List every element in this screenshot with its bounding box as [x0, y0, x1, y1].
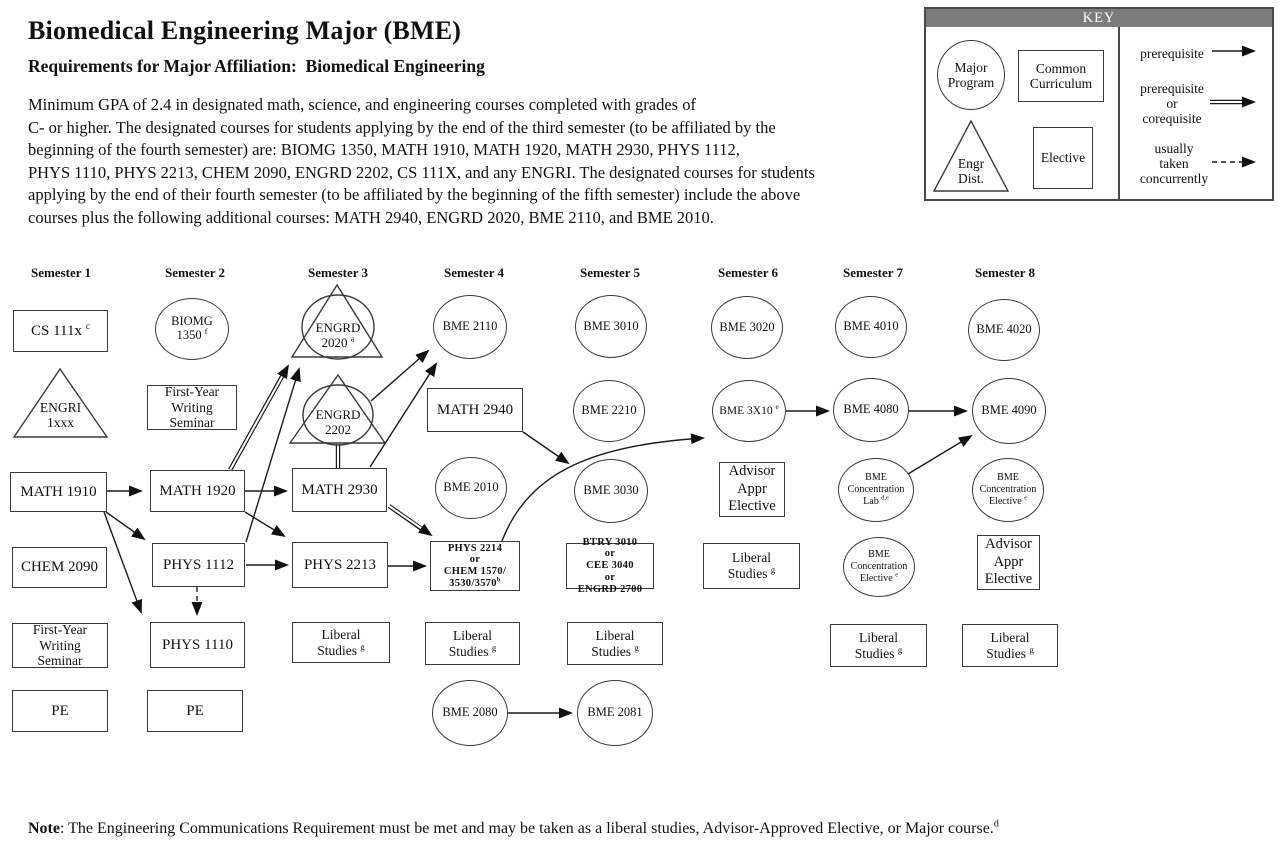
key-major-program-circle: Major Program: [937, 40, 1005, 110]
node-math-2940: MATH 2940: [427, 388, 523, 432]
node-chem-2090: CHEM 2090: [12, 547, 107, 588]
node-engrd-2202: ENGRD 2202: [288, 373, 388, 449]
node-bme-concentration-elective-7: BME Concentration Elective $^e$: [843, 537, 915, 597]
arrow-math2940-bme3030: [523, 432, 568, 463]
intro-paragraph: Minimum GPA of 2.4 in designated math, science, and engineering courses completed with grades of C- or higher. The designated courses for students applying by the end of the third semester (to be affiliated by the beginning of the fourth semester) are: BIOMG 1350, MATH 1910, MATH 1920, MATH 2930, PHYS 1112, PHYS 1110, PHYS 2213, CHEM 2090, ENGRD 2202, CS 111X, and any ENGRI. The designated courses for students applying by the end of their fourth semester (to be affiliated by the beginning of the fifth semester) include the above courses plus the following additional courses: MATH 2940, ENGRD 2020, BME 2110, and BME 2010.: [28, 95, 815, 227]
node-bme-2210: BME 2210: [573, 380, 645, 442]
arrow-bmeconlab-bme4090: [908, 436, 971, 474]
node-bme-concentration-elective-8: BME Concentration Elective $^e$: [972, 458, 1044, 522]
node-advisor-approved-elective-6: Advisor Appr Elective: [719, 462, 785, 517]
semester-7-header: Semester 7: [842, 265, 904, 280]
node-engri-1xxx: ENGRI 1xxx: [13, 368, 108, 438]
key-title: KEY: [926, 9, 1272, 27]
node-bme-3020: BME 3020: [711, 296, 783, 359]
node-bme-4010: BME 4010: [835, 296, 907, 358]
node-cs-111x: CS 111x $^c$: [13, 310, 108, 352]
semester-5-header: Semester 5: [579, 265, 641, 280]
key-label-usually-concurrent: usually taken concurrently: [1139, 141, 1209, 187]
node-advisor-approved-elective-8: Advisor Appr Elective: [977, 535, 1040, 590]
node-math-1920: MATH 1920: [150, 470, 245, 512]
node-phys-1110: PHYS 1110: [150, 622, 245, 668]
node-bme-2080: BME 2080: [432, 680, 508, 746]
node-bme-4020: BME 4020: [968, 299, 1040, 361]
semester-6-header: Semester 6: [717, 265, 779, 280]
arrow-math2930-phys2214-coreq: [389, 506, 431, 535]
node-biomg-1350: BIOMG 1350 $^f$: [155, 298, 229, 360]
node-phys-2213: PHYS 2213: [292, 542, 388, 588]
semester-4-header: Semester 4: [443, 265, 505, 280]
node-bme-4080: BME 4080: [833, 378, 909, 442]
node-liberal-studies-3: Liberal Studies $^g$: [292, 622, 390, 663]
node-bme-2010: BME 2010: [435, 457, 507, 519]
node-bme-3010: BME 3010: [575, 295, 647, 358]
node-liberal-studies-6: Liberal Studies $^g$: [703, 543, 800, 589]
node-phys-2214-or-chem: PHYS 2214 or CHEM 1570/ 3530/3570$^b$: [430, 541, 520, 591]
node-first-year-writing-seminar-2: First-Year Writing Seminar: [147, 385, 237, 430]
semester-8-header: Semester 8: [974, 265, 1036, 280]
page-title: Biomedical Engineering Major (BME): [28, 16, 462, 45]
node-liberal-studies-8: Liberal Studies $^g$: [962, 624, 1058, 667]
footnote: Note: The Engineering Communications Requirement must be met and may be taken as a liberal studies, Advisor-Approved Elective, or Major course.$^d$: [28, 818, 999, 837]
semester-2-header: Semester 2: [164, 265, 226, 280]
node-pe-2: PE: [147, 690, 243, 732]
semester-3-header: Semester 3: [307, 265, 369, 280]
footnote-label: Note: [28, 820, 60, 837]
arrow-math1910-phys1110: [104, 512, 141, 612]
key-elective-rect: Elective: [1033, 127, 1093, 189]
node-bme-2110: BME 2110: [433, 295, 507, 359]
node-bme-2081: BME 2081: [577, 680, 653, 746]
node-liberal-studies-4: Liberal Studies $^g$: [425, 622, 520, 665]
node-math-1910: MATH 1910: [10, 472, 107, 512]
node-engrd-2020: ENGRD 2020 $^a$: [288, 283, 388, 363]
arrow-math1920-engrd2020-coreq: [230, 366, 288, 470]
node-math-2930: MATH 2930: [292, 468, 387, 512]
node-liberal-studies-7: Liberal Studies $^g$: [830, 624, 927, 667]
node-bme-4090: BME 4090: [972, 378, 1046, 444]
key-engr-dist-triangle: Engr Dist.: [932, 119, 1010, 193]
node-bme-3030: BME 3030: [574, 459, 648, 523]
node-bme-concentration-lab: BME Concentration Lab $^{d,e}$: [838, 458, 914, 522]
node-bme-3x10: BME 3X10 $^e$: [712, 380, 786, 442]
key-label-prereq-or-coreq: prerequisite or corequisite: [1140, 81, 1204, 127]
semester-1-header: Semester 1: [30, 265, 92, 280]
key-label-prerequisite: prerequisite: [1140, 46, 1204, 61]
node-liberal-studies-5: Liberal Studies $^g$: [567, 622, 663, 665]
page-subtitle: Requirements for Major Affiliation: Biomedical Engineering: [28, 56, 485, 76]
key-common-curriculum-rect: Common Curriculum: [1018, 50, 1104, 102]
node-btry-or-cee-or-engrd: BTRY 3010 or CEE 3040 or ENGRD 2700: [566, 543, 654, 589]
arrow-math1910-phys1112: [106, 512, 144, 539]
node-pe-1: PE: [12, 690, 108, 732]
node-first-year-writing-seminar-1: First-Year Writing Seminar: [12, 623, 108, 668]
node-phys-1112: PHYS 1112: [152, 543, 245, 587]
